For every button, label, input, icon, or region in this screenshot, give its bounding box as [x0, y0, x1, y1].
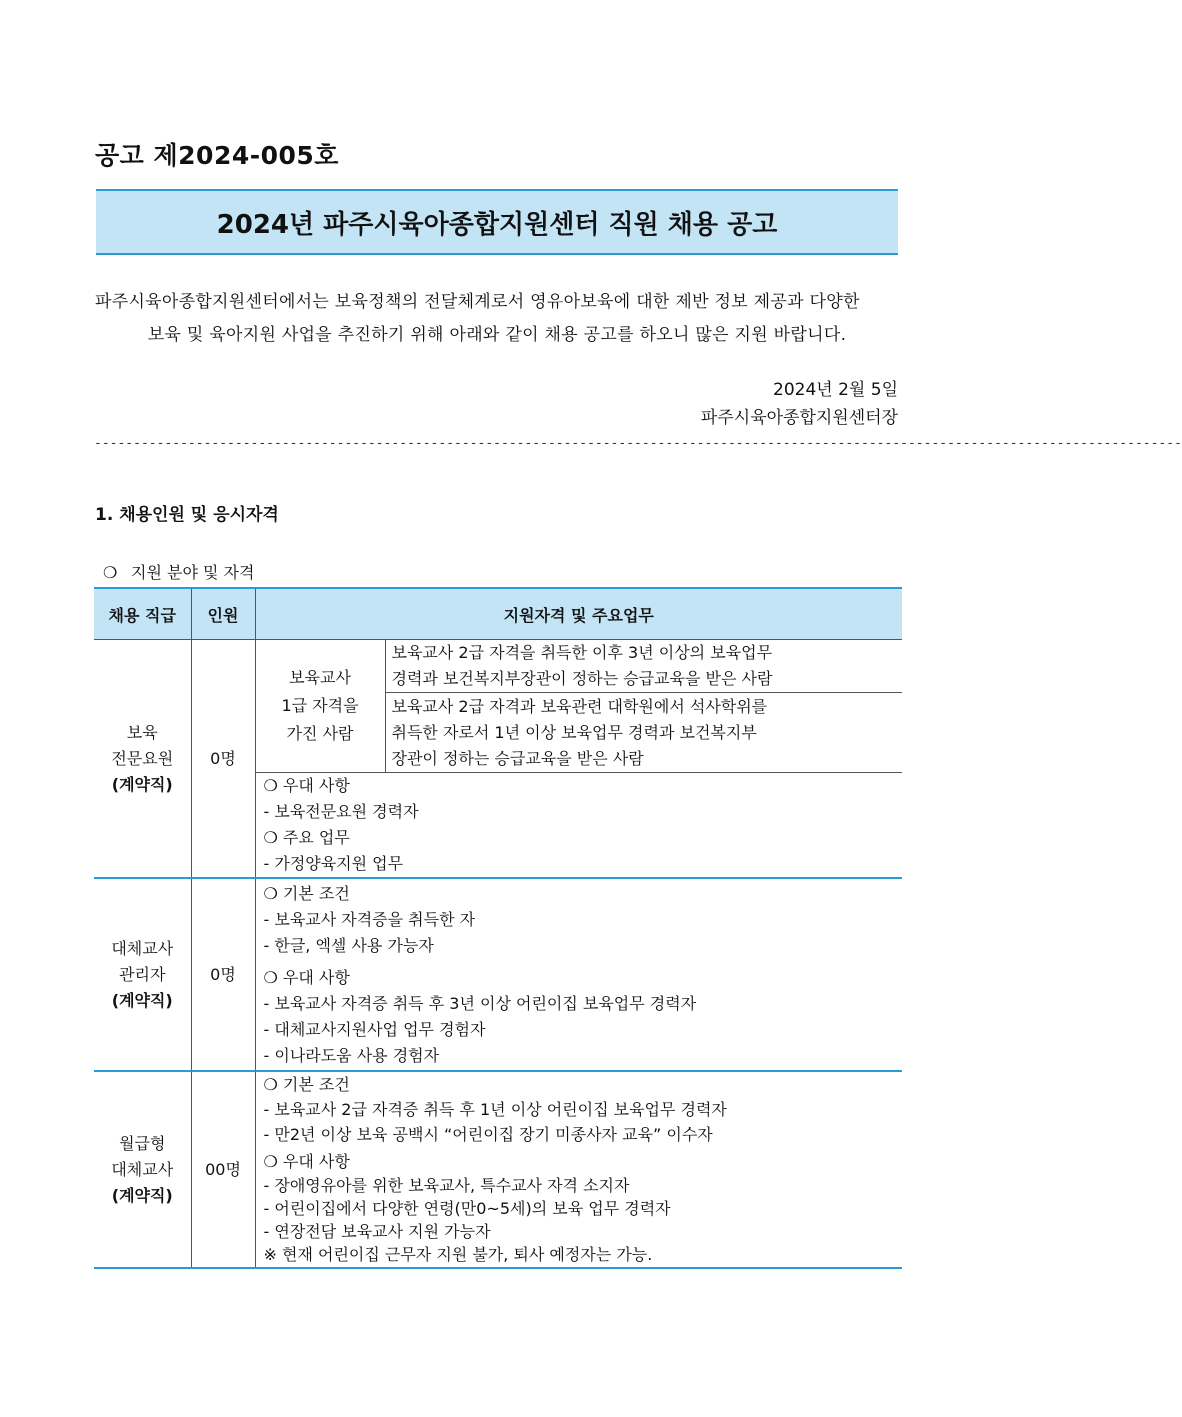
details-cell [255, 1071, 902, 1268]
header-position: 채용 직급 [94, 588, 191, 640]
table-header-row [94, 588, 902, 640]
header-qualifications: 지원자격 및 주요업무 [255, 588, 902, 640]
detail-line: - 대체교사지원사업 업무 경험자 [263, 1019, 486, 1039]
count-cell: 0명 [191, 878, 255, 1071]
signer: 파주시육아종합지원센터장 [700, 408, 898, 428]
detail-line: - 한글, 엑셀 사용 가능자 [263, 935, 434, 955]
qual-text: 경력과 보건복지부장관이 정하는 승급교육을 받은 사람 [391, 669, 773, 688]
recruitment-table [94, 587, 902, 1269]
detail-line: - 만2년 이상 보육 공백시 “어린이집 장기 미종사자 교육” 이수자 [263, 1125, 713, 1144]
details-cell [255, 878, 902, 1071]
qual-text: 보육교사 2급 자격을 취득한 이후 3년 이상의 보육업무 [391, 643, 773, 662]
contract-type: (계약직) [111, 990, 173, 1010]
position-text: 전문요원 [111, 748, 174, 768]
header-count: 인원 [191, 588, 255, 640]
subsection-label: 지원 분야 및 자격 [131, 563, 255, 582]
detail-line: ❍ 주요 업무 [263, 828, 350, 847]
contract-type: (계약직) [111, 1185, 173, 1205]
count-cell: 00명 [191, 1071, 255, 1268]
qual-label-text: 가진 사람 [286, 724, 354, 743]
circle-bullet-icon: ❍ [103, 563, 118, 582]
detail-line: ❍ 기본 조건 [263, 1075, 350, 1094]
dashed-divider: ------------------------------------------------------------------------------------------------------------------------------------------- [94, 436, 1182, 451]
intro-line-2: 보육 및 육아지원 사업을 추진하기 위해 아래와 같이 채용 공고를 하오니 많은 지원 바랍니다. [147, 325, 847, 345]
detail-line: ❍ 기본 조건 [263, 883, 350, 903]
contract-type: (계약직) [111, 774, 173, 794]
page-title: 2024년 파주시육아종합지원센터 직원 채용 공고 [96, 189, 898, 255]
qual-text: 장관이 정하는 승급교육을 받은 사람 [391, 748, 644, 768]
subsection-heading [103, 560, 254, 583]
position-text: 월급형 [119, 1133, 166, 1153]
qual-text: 취득한 자로서 1년 이상 보육업무 경력과 보건복지부 [391, 722, 757, 742]
qual-a-cell [385, 640, 902, 693]
position-cell [94, 640, 191, 879]
detail-line: ❍ 우대 사항 [263, 776, 350, 795]
intro-line-1: 파주시육아종합지원센터에서는 보육정책의 전달체계로서 영유아보육에 대한 제반 정보 제공과 다양한 [95, 292, 860, 312]
notice-number: 공고 제2024-005호 [95, 141, 339, 170]
position-text: 관리자 [119, 964, 166, 984]
detail-line: - 보육교사 2급 자격증 취득 후 1년 이상 어린이집 보육업무 경력자 [263, 1100, 727, 1119]
detail-line: - 보육전문요원 경력자 [263, 802, 419, 821]
detail-line: - 보육교사 자격증을 취득한 자 [263, 909, 476, 929]
qual-text: 보육교사 2급 자격과 보육관련 대학원에서 석사학위를 [391, 696, 768, 716]
table-row [94, 878, 902, 1071]
qual-label-text: 보육교사 [289, 668, 351, 687]
qual-b-cell [385, 693, 902, 773]
position-text: 보육 [126, 722, 158, 742]
detail-line: - 가정양육지원 업무 [263, 854, 404, 873]
position-cell [94, 1071, 191, 1268]
count-cell: 0명 [191, 640, 255, 879]
details-cell [255, 773, 902, 879]
detail-line: - 장애영유아를 위한 보육교사, 특수교사 자격 소지자 [263, 1176, 630, 1195]
table-row [94, 1071, 902, 1268]
section-heading: 1. 채용인원 및 응시자격 [95, 505, 279, 525]
qual-label-text: 1급 자격을 [281, 696, 359, 715]
position-text: 대체교사 [111, 1159, 174, 1179]
detail-line: - 이나라도움 사용 경험자 [263, 1045, 440, 1065]
detail-line: ❍ 우대 사항 [263, 967, 350, 987]
position-cell [94, 878, 191, 1071]
detail-line: ※ 현재 어린이집 근무자 지원 불가, 퇴사 예정자는 가능. [263, 1245, 653, 1264]
detail-line: - 연장전담 보육교사 지원 가능자 [263, 1222, 491, 1241]
detail-line: ❍ 우대 사항 [263, 1152, 350, 1171]
qual-label-cell [255, 640, 385, 773]
detail-line: - 어린이집에서 다양한 연령(만0~5세)의 보육 업무 경력자 [263, 1199, 671, 1218]
position-text: 대체교사 [111, 938, 174, 958]
notice-date: 2024년 2월 5일 [773, 380, 898, 400]
table-row [94, 640, 902, 693]
detail-line: - 보육교사 자격증 취득 후 3년 이상 어린이집 보육업무 경력자 [263, 993, 697, 1013]
